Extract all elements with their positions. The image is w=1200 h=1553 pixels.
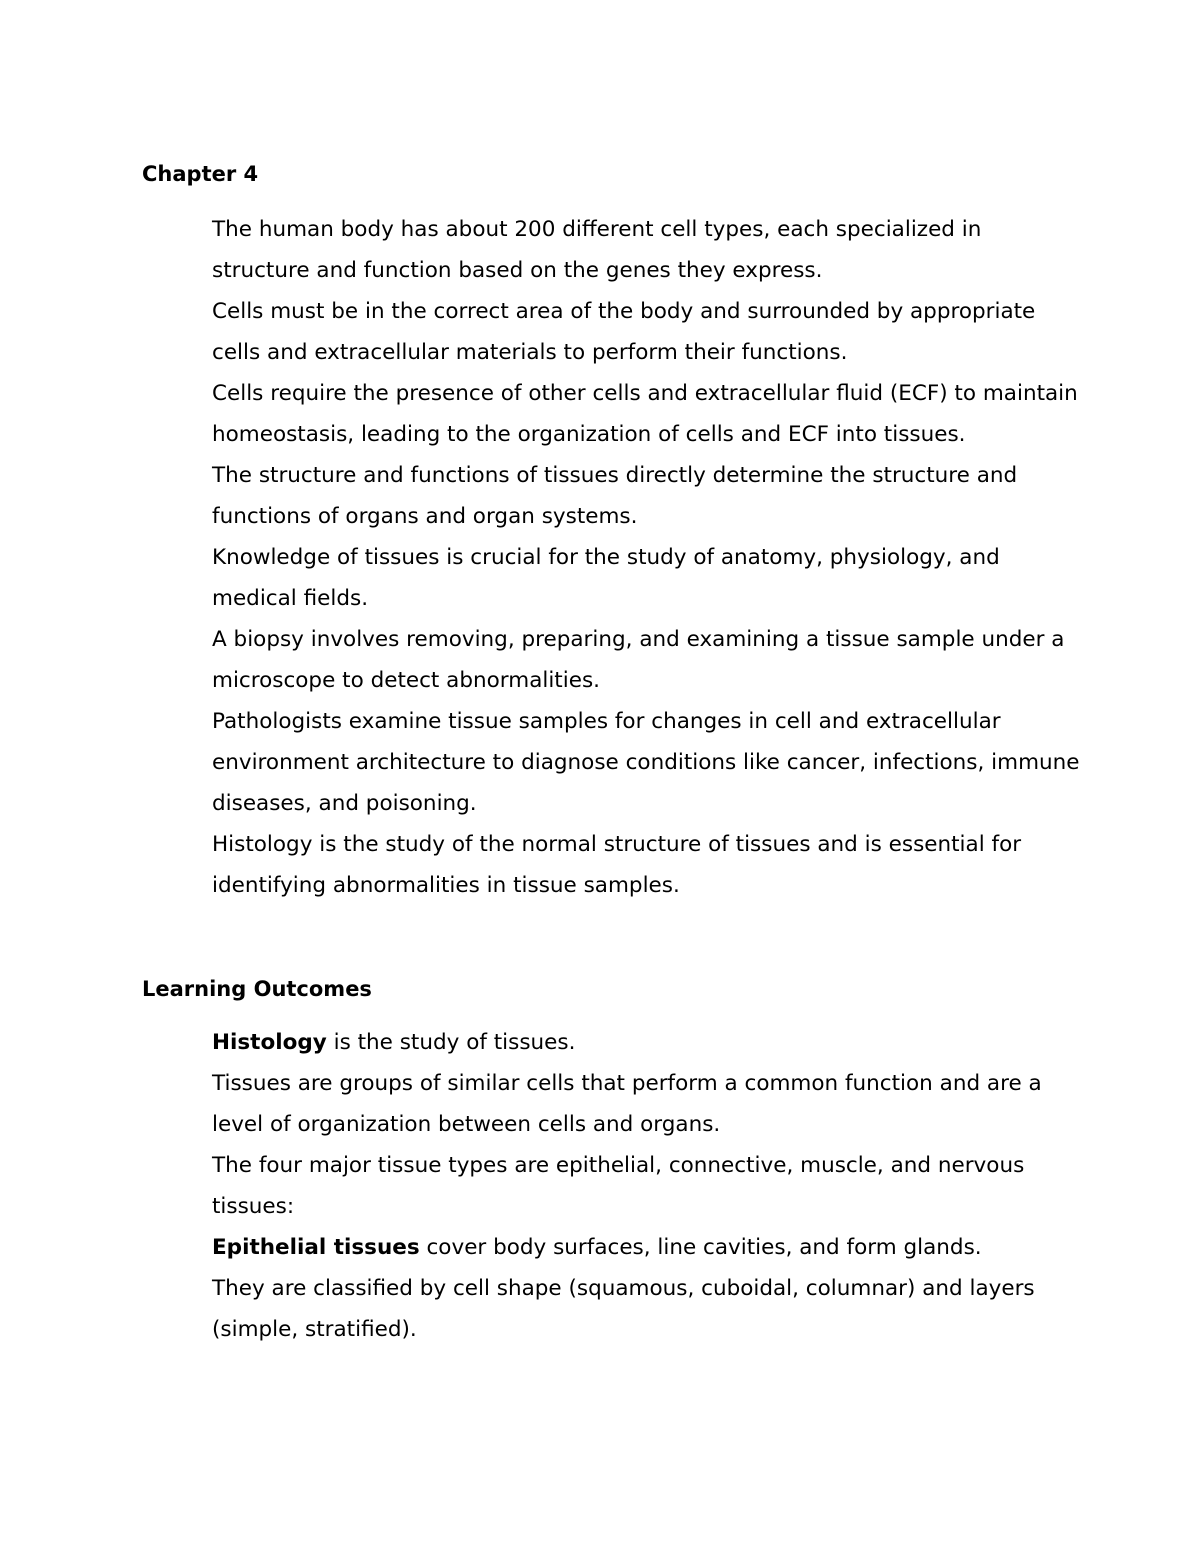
histology-term: Histology: [212, 1030, 327, 1055]
paragraph-tissue-structure: The structure and functions of tissues directly determine the structure and functions of organs and organ systems.: [212, 463, 1018, 529]
paragraph-epithelial-classification: They are classified by cell shape (squamous, cuboidal, columnar) and layers (simple, stratified).: [212, 1276, 1035, 1342]
paragraph-tissue-types: The four major tissue types are epithelial, connective, muscle, and nervous tissues:: [212, 1153, 1025, 1219]
epithelial-text: cover body surfaces, line cavities, and form glands.: [419, 1235, 982, 1260]
paragraph-pathologists: Pathologists examine tissue samples for changes in cell and extracellular environment architecture to diagnose conditions like cancer, infections, immune diseases, and poisoning.: [212, 709, 1080, 816]
learning-outcomes-heading: Learning Outcomes: [142, 977, 372, 1001]
paragraph-epithelial: [212, 1227, 1082, 1268]
chapter-paragraphs: [212, 209, 1082, 906]
histology-definition-text: is the study of tissues.: [326, 1030, 576, 1055]
paragraph-homeostasis: Cells require the presence of other cells and extracellular fluid (ECF) to maintain homeostasis, leading to the organization of cells and ECF into tissues.: [212, 381, 1078, 447]
paragraph-biopsy: A biopsy involves removing, preparing, and examining a tissue sample under a microscope to detect abnormalities.: [212, 627, 1065, 693]
chapter-heading: Chapter 4: [142, 162, 259, 186]
paragraph-cell-types: The human body has about 200 different cell types, each specialized in structure and function based on the genes they express.: [212, 217, 982, 283]
epithelial-term: Epithelial tissues: [212, 1235, 420, 1260]
paragraph-tissues-definition: Tissues are groups of similar cells that perform a common function and are a level of organization between cells and organs.: [212, 1071, 1042, 1137]
paragraph-cell-location: Cells must be in the correct area of the body and surrounded by appropriate cells and extracellular materials to perform their functions.: [212, 299, 1036, 365]
learning-outcomes-paragraphs: [212, 1022, 1082, 1350]
paragraph-knowledge: Knowledge of tissues is crucial for the study of anatomy, physiology, and medical fields.: [212, 545, 1000, 611]
paragraph-histology-definition: [212, 1022, 1082, 1063]
paragraph-histology-normal: Histology is the study of the normal structure of tissues and is essential for identifying abnormalities in tissue samples.: [212, 832, 1022, 898]
